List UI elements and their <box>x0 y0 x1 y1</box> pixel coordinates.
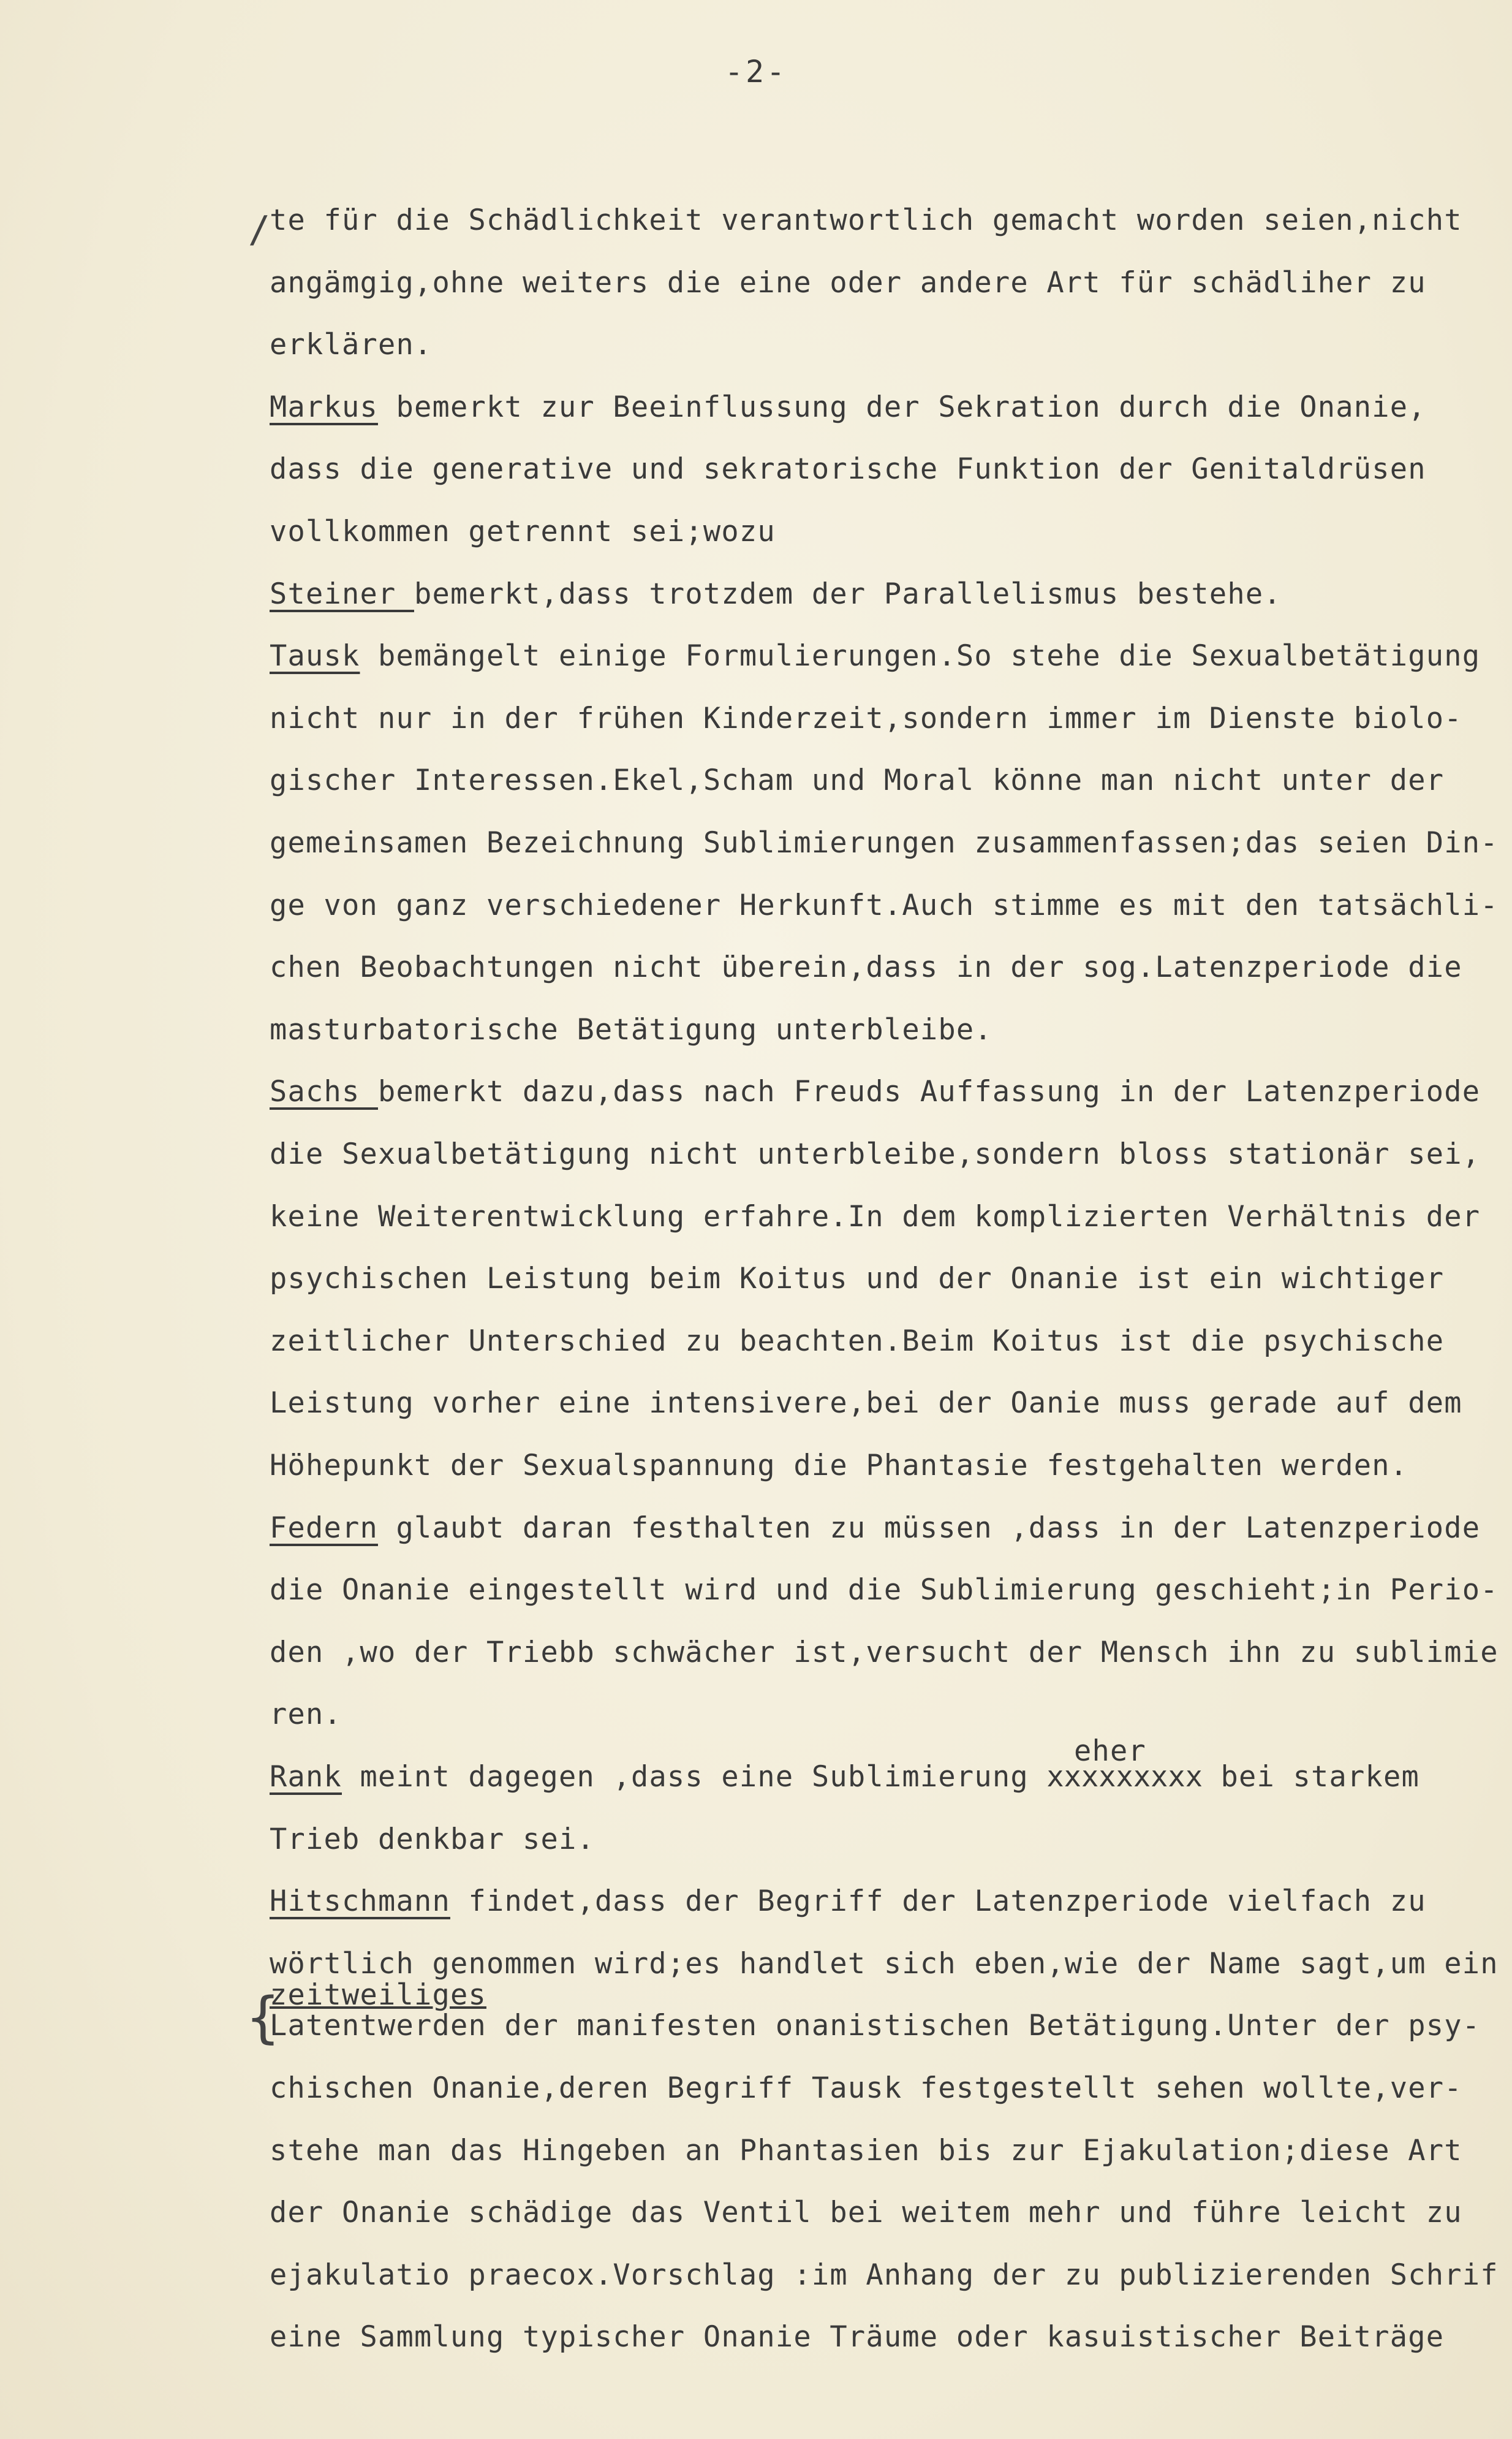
text-segment: ge von ganz verschiedener Herkunft.Auch stimme es mit den tatsächli- <box>270 889 1499 922</box>
text-line <box>270 1323 1444 1360</box>
text-segment: wörtlich genommen wird;es handlet sich eben,wie der Name sagt,um ein <box>270 1947 1499 1981</box>
text-line <box>270 2008 1480 2044</box>
text-segment: der Onanie schädige das Ventil bei weitem mehr und führe leicht zu <box>270 2196 1462 2229</box>
text-segment: ejakulatio praecox.Vorschlag :im Anhang der zu publizierenden Schrif <box>270 2258 1499 2292</box>
text-segment: psychischen Leistung beim Koitus und der Onanie ist ein wichtiger <box>270 1262 1445 1295</box>
margin-bracket: { <box>246 1986 280 2050</box>
text-line <box>270 514 776 550</box>
speaker-name: Markus <box>270 390 378 424</box>
text-segment: bemerkt dazu,dass nach Freuds Auffassung in der Latenzperiode <box>377 1075 1481 1109</box>
speaker-name: Rank <box>270 1760 342 1794</box>
text-segment: bemerkt zur Beeinflussung der Sekration durch die Onanie, <box>377 390 1426 424</box>
text-segment: gischer Interessen.Ekel,Scham und Moral könne man nicht unter der <box>270 764 1445 797</box>
text-segment: meint dagegen ,dass eine Sublimierung <box>342 1760 1047 1794</box>
text-line <box>270 2319 1444 2356</box>
text-line <box>270 1447 1408 1484</box>
text-segment: zeitlicher Unterschied zu beachten.Beim Koitus ist die psychische <box>270 1324 1445 1358</box>
text-segment: eine Sammlung typischer Onanie Träume oder kasuistischer Beiträge <box>270 2320 1445 2354</box>
text-line <box>270 1572 1499 1609</box>
text-segment: findet,dass der Begriff der Latenzperiode vielfach zu <box>450 1884 1426 1918</box>
text-segment: Leistung vorher eine intensivere,bei der Oanie muss gerade auf dem <box>270 1386 1462 1420</box>
text-line <box>270 327 432 363</box>
text-line <box>270 1634 1499 1671</box>
text-line <box>270 1136 1480 1173</box>
text-line <box>270 1946 1499 1982</box>
text-line <box>270 1821 595 1858</box>
text-line <box>270 1696 342 1733</box>
text-segment: erklären. <box>270 328 433 362</box>
page-number: -2- <box>724 54 788 89</box>
text-segment: nicht nur in der frühen Kinderzeit,sondern immer im Dienste biolo- <box>270 702 1462 735</box>
struck-out-word: xxxxxxxxx <box>1046 1760 1203 1794</box>
text-line <box>270 1385 1462 1422</box>
speaker-name: Tausk <box>270 639 360 673</box>
text-line <box>270 576 1282 613</box>
text-segment: masturbatorische Betätigung unterbleibe. <box>270 1013 992 1047</box>
speaker-name: Steiner <box>270 577 414 611</box>
text-line <box>270 2133 1462 2169</box>
text-segment: ren. <box>270 1697 342 1731</box>
text-segment: bemerkt,dass trotzdem der Parallelismus bestehe. <box>414 577 1282 611</box>
text-segment: dass die generative und sekratorische Funktion der Genitaldrüsen <box>270 452 1426 486</box>
text-segment: glaubt daran festhalten zu müssen ,dass in der Latenzperiode <box>377 1511 1481 1545</box>
text-line <box>270 825 1499 862</box>
text-line <box>270 1883 1426 1920</box>
text-segment: Trieb denkbar sei. <box>270 1823 595 1856</box>
text-line <box>270 1759 1419 1796</box>
text-segment: angämgig,ohne weiters die eine oder andere Art für schädliher zu <box>270 266 1426 300</box>
text-line <box>270 887 1499 924</box>
text-segment: bei starkem <box>1203 1760 1419 1794</box>
text-line <box>270 762 1444 799</box>
text-line <box>270 2070 1462 2107</box>
text-segment: die Onanie eingestellt wird und die Sublimierung geschieht;in Perio- <box>270 1573 1499 1607</box>
text-line <box>270 265 1426 302</box>
text-segment: chen Beobachtungen nicht überein,dass in der sog.Latenzperiode die <box>270 950 1462 984</box>
text-segment: Latentwerden der manifesten onanistischen Betätigung.Unter der psy- <box>270 2009 1481 2043</box>
text-segment: den ,wo der Triebb schwächer ist,versucht der Mensch ihn zu sublimie <box>270 1636 1499 1669</box>
text-line <box>270 2257 1499 2294</box>
text-line <box>270 451 1426 488</box>
text-segment: die Sexualbetätigung nicht unterbleibe,sondern bloss stationär sei, <box>270 1137 1481 1171</box>
text-segment: chischen Onanie,deren Begriff Tausk festgestellt sehen wollte,ver- <box>270 2071 1462 2105</box>
text-segment: te für die Schädlichkeit verantwortlich gemacht worden seien,nicht <box>270 203 1462 237</box>
interlinear-insertion-eher: eher <box>1074 1734 1146 1768</box>
interlinear-insertion-zeitweiliges: zeitweiliges <box>270 1978 486 2012</box>
text-line <box>270 1074 1480 1110</box>
text-segment: gemeinsamen Bezeichnung Sublimierungen zusammenfassen;das seien Din- <box>270 826 1499 860</box>
text-line <box>270 1510 1480 1547</box>
text-segment: bemängelt einige Formulierungen.So stehe die Sexualbetätigung <box>360 639 1481 673</box>
speaker-name: Hitschmann <box>270 1884 450 1918</box>
text-line <box>270 700 1462 737</box>
text-line <box>270 202 1462 239</box>
speaker-name: Federn <box>270 1511 378 1545</box>
text-segment: stehe man das Hingeben an Phantasien bis zur Ejakulation;diese Art <box>270 2134 1462 2168</box>
text-line <box>270 2194 1462 2231</box>
text-segment: keine Weiterentwicklung erfahre.In dem komplizierten Verhältnis der <box>270 1200 1481 1234</box>
margin-mark: / <box>248 208 271 251</box>
text-line <box>270 638 1480 675</box>
text-segment: Höhepunkt der Sexualspannung die Phantasie festgehalten werden. <box>270 1449 1408 1482</box>
speaker-name: Sachs <box>270 1075 378 1109</box>
text-line <box>270 1261 1444 1297</box>
text-line <box>270 1199 1480 1235</box>
text-line <box>270 949 1462 986</box>
text-segment: vollkommen getrennt sei;wozu <box>270 515 776 548</box>
text-line <box>270 389 1426 426</box>
text-line <box>270 1012 992 1049</box>
